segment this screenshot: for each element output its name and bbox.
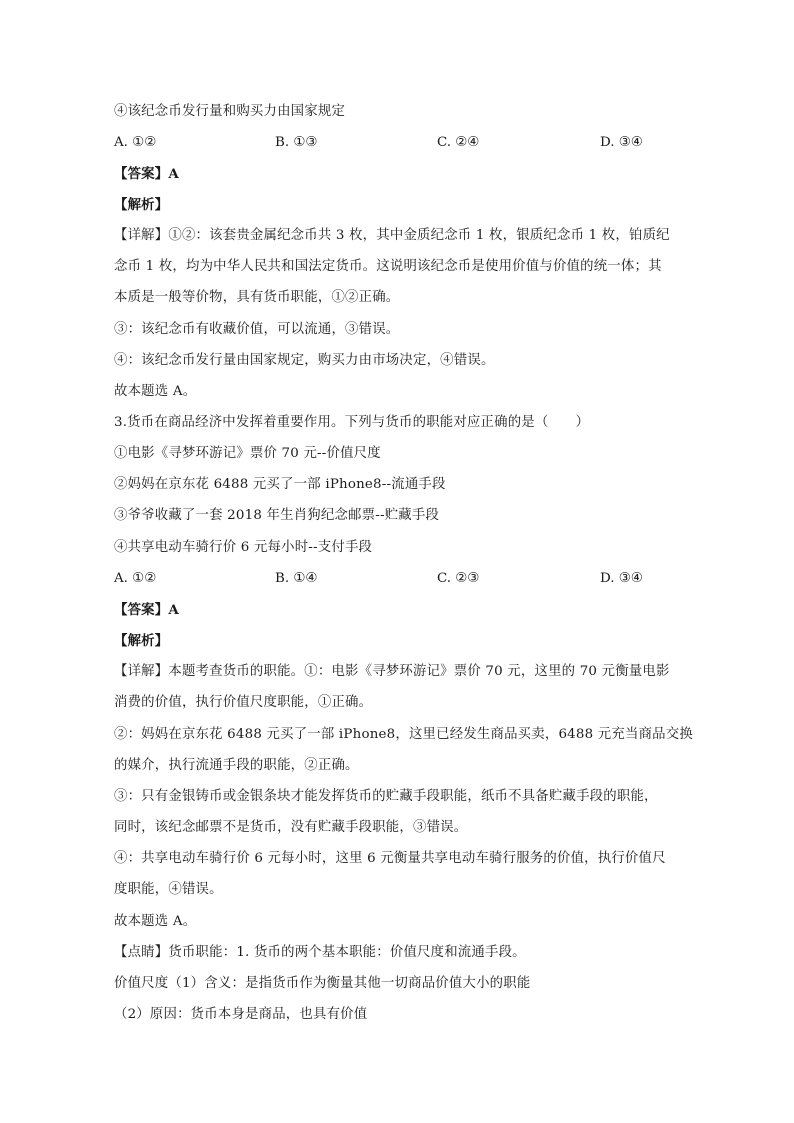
q3-conclusion: 故本题选 A。 — [114, 914, 197, 929]
q3-choice-c: C. ②③ — [437, 571, 480, 586]
q2-detail-line-2: 念币 1 枚，均为中华人民共和国法定货币。这说明该纪念币是使用价值与价值的统一体；其 — [114, 259, 662, 274]
q3-detail-line-3: ②：妈妈在京东花 6488 元买了一部 iPhone8，这里已经发生商品买卖，6488 元充当商品交换 — [114, 727, 693, 742]
q2-answer: 【答案】A — [114, 166, 179, 182]
q2-choice-d: D. ③④ — [600, 135, 643, 150]
q3-option-4: ④共享电动车骑行价 6 元每小时--支付手段 — [114, 540, 373, 555]
q3-analysis-title: 【解析】 — [114, 633, 169, 649]
q3-detail-line-6: 同时，该纪念邮票不是货币，没有贮藏手段职能，③错误。 — [114, 820, 468, 835]
q3-option-3: ③爷爷收藏了一套 2018 年生肖狗纪念邮票--贮藏手段 — [114, 508, 440, 523]
q2-detail-line-5: ④：该纪念币发行量由国家规定，购买力由市场决定，④错误。 — [114, 353, 495, 368]
q3-choice-d: D. ③④ — [600, 571, 643, 586]
q3-note-line-1: 【点睛】货币职能：1. 货币的两个基本职能：价值尺度和流通手段。 — [114, 945, 526, 960]
q2-choice-c: C. ②④ — [437, 135, 480, 150]
q2-choice-a: A. ①② — [114, 135, 157, 150]
q3-choice-a: A. ①② — [114, 571, 157, 586]
q3-option-1: ①电影《寻梦环游记》票价 70 元--价值尺度 — [114, 446, 381, 461]
q3-detail-line-4: 的媒介，执行流通手段的职能，②正确。 — [114, 758, 359, 773]
q2-detail-line-1: 【详解】①②：该套贵金属纪念币共 3 枚，其中金质纪念币 1 枚，银质纪念币 1 枚，铂质纪 — [114, 228, 670, 243]
q2-detail-line-4: ③：该纪念币有收藏价值，可以流通，③错误。 — [114, 322, 400, 337]
q3-detail-line-1: 【详解】本题考查货币的职能。①：电影《寻梦环游记》票价 70 元，这里的 70 元衡量电影 — [114, 664, 670, 679]
q3-choice-b: B. ①④ — [275, 571, 318, 586]
q3-answer: 【答案】A — [114, 602, 179, 618]
q3-note-line-3: （2）原因：货币本身是商品，也具有价值 — [114, 1007, 368, 1022]
q3-choices — [114, 569, 694, 589]
q3-detail-line-2: 消费的价值，执行价值尺度职能，①正确。 — [114, 695, 373, 710]
q2-conclusion: 故本题选 A。 — [114, 384, 197, 399]
q3-note-line-2: 价值尺度（1）含义：是指货币作为衡量其他一切商品价值大小的职能 — [114, 976, 531, 991]
q3-option-2: ②妈妈在京东花 6488 元买了一部 iPhone8--流通手段 — [114, 477, 446, 492]
q3-stem: 3.货币在商品经济中发挥着重要作用。下列与货币的职能对应正确的是（ ） — [114, 415, 590, 430]
q3-detail-line-5: ③：只有金银铸币或金银条块才能发挥货币的贮藏手段职能，纸币不具备贮藏手段的职能， — [114, 789, 658, 804]
q2-analysis-title: 【解析】 — [114, 197, 169, 213]
q3-detail-line-8: 度职能，④错误。 — [114, 882, 223, 897]
q2-detail-line-3: 本质是一般等价物，具有货币职能，①②正确。 — [114, 290, 400, 305]
q2-choices — [114, 133, 694, 153]
q2-option-4: ④该纪念币发行量和购买力由国家规定 — [114, 104, 346, 119]
q2-choice-b: B. ①③ — [275, 135, 318, 150]
q3-detail-line-7: ④：共享电动车骑行价 6 元每小时，这里 6 元衡量共享电动车骑行服务的价值，执行价值尺 — [114, 851, 666, 866]
